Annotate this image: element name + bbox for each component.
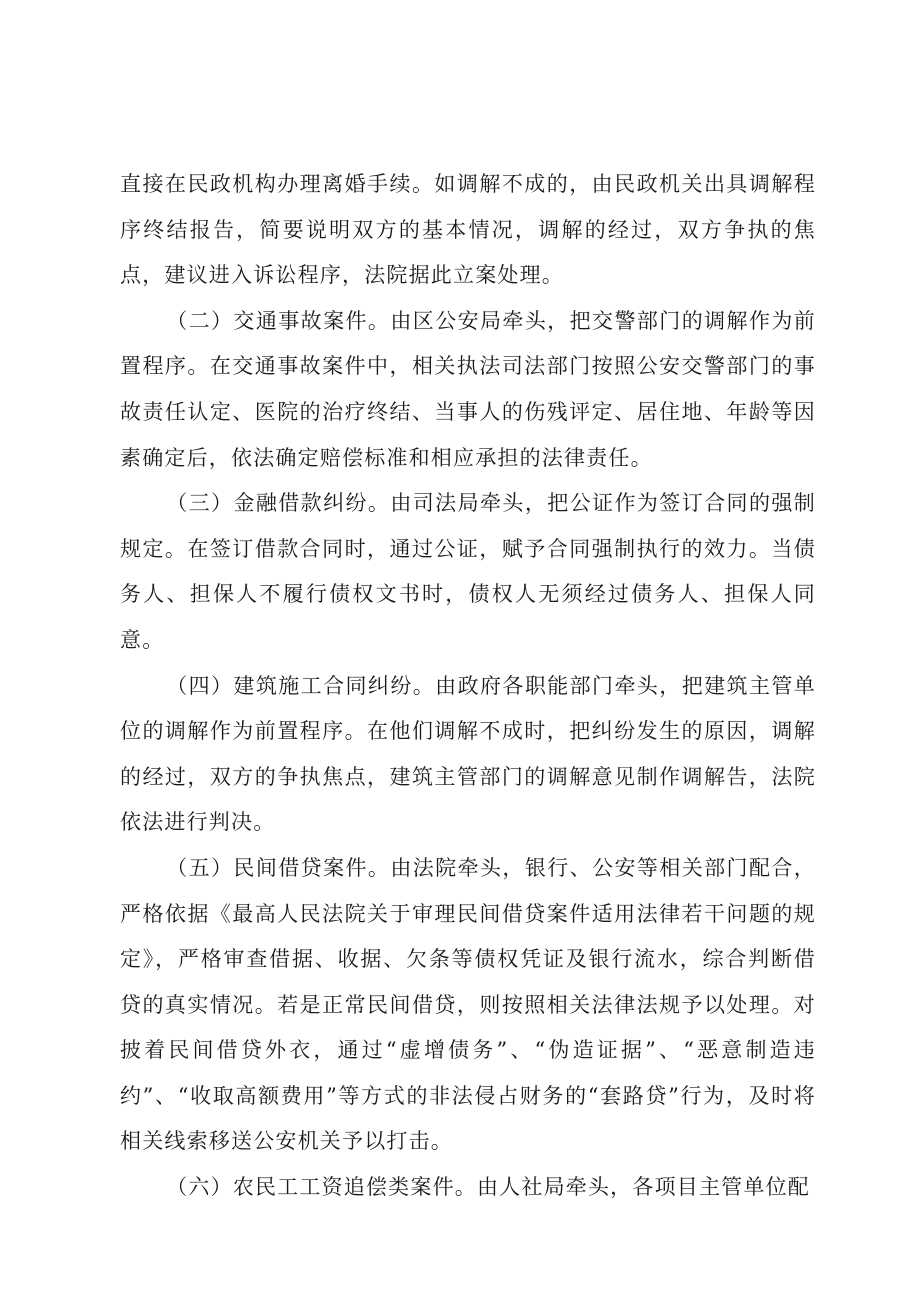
paragraph-traffic-accident: （二）交通事故案件。由区公安局牵头，把交警部门的调解作为前置程序。在交通事故案件中，相关执法司法部门按照公安交警部门的事故责任认定、医院的治疗终结、当事人的伤残评定、居住地、年龄等因素确定后，依法确定赔偿标准和相应承担的法律责任。	[120, 308, 816, 470]
paragraph-financial-loan: （三）金融借款纠纷。由司法局牵头，把公证作为签订合同的强制规定。在签订借款合同时，通过公证，赋予合同强制执行的效力。当债务人、担保人不履行债权文书时，债权人无须经过债务人、担保人同意。	[120, 491, 816, 652]
document-body	[120, 162, 816, 1211]
paragraph-migrant-wages: （六）农民工工资追偿类案件。由人社局牵头，各项目主管单位配	[166, 1175, 810, 1200]
paragraph-private-lending: （五）民间借贷案件。由法院牵头，银行、公安等相关部门配合，严格依据《最高人民法院关于审理民间借贷案件适用法律若干问题的规定》，严格审查借据、收据、欠条等债权凭证及银行流水，综合判断借贷的真实情况。若是正常民间借贷，则按照相关法律法规予以处理。对披着民间借贷外衣，通过“虚增债务”、“伪造证据”、“恶意制造违约”、“收取高额费用”等方式的非法侵占财务的“套路贷”行为，及时将相关线索移送公安机关予以打击。	[120, 855, 816, 1154]
paragraph-divorce-continuation: 直接在民政机构办理离婚手续。如调解不成的，由民政机关出具调解程序终结报告，简要说明双方的基本情况，调解的经过，双方争执的焦点，建议进入诉讼程序，法院据此立案处理。	[120, 172, 816, 288]
paragraph-construction-contract: （四）建筑施工合同纠纷。由政府各职能部门牵头，把建筑主管单位的调解作为前置程序。在他们调解不成时，把纠纷发生的原因，调解的经过，双方的争执焦点，建筑主管部门的调解意见制作调解告，法院依法进行判决。	[120, 673, 816, 835]
